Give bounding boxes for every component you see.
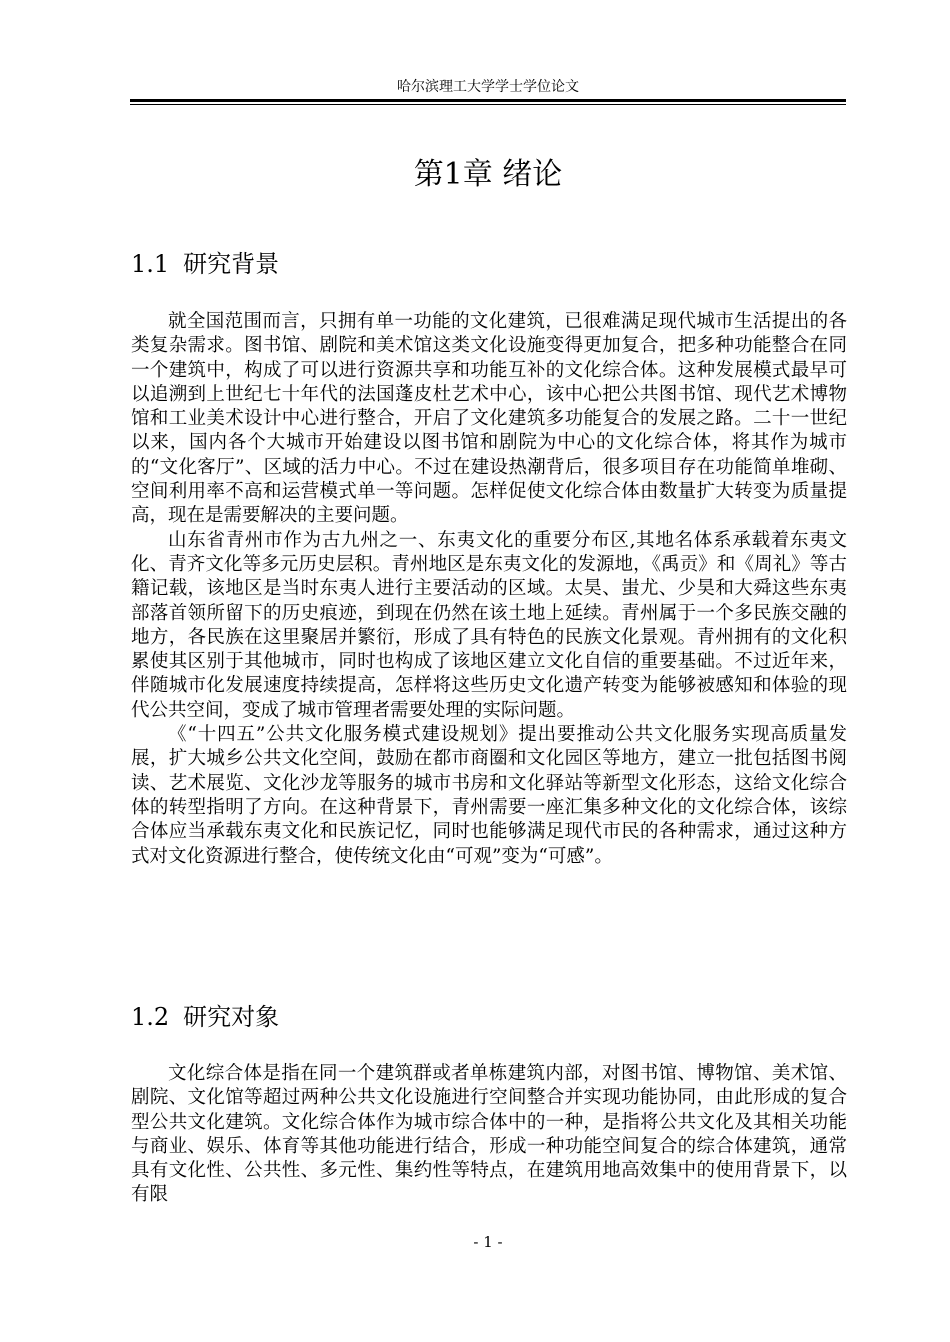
section-1-2-body [131,1062,847,1208]
section-heading-1-1 [131,248,279,280]
chapter-title: 第1章 绪论 [413,157,563,192]
section-number: 1.1 [131,250,170,278]
page-number: - 1 - [473,1233,503,1251]
paragraph: 《“十四五”公共文化服务模式建设规划》提出要推动公共文化服务实现高质量发展，扩大城乡公共文化空间，鼓励在都市商圈和文化园区等地方，建立一批包括图书阅读、艺术展览、文化沙龙等服务的城市书房和文化驿站等新型文化形态，这给文化综合体的转型指明了方向。在这种背景下，青州需要一座汇集多种文化的文化综合体，该综合体应当承载东夷文化和民族记忆，同时也能够满足现代市民的各种需求，通过这种方式对文化资源进行整合，使传统文化由“可观”变为“可感”。 [131,724,847,867]
section-heading-1-2 [131,1001,279,1033]
section-number: 1.2 [131,1003,170,1031]
section-title: 研究背景 [183,250,280,278]
paragraph: 文化综合体是指在同一个建筑群或者单栋建筑内部，对图书馆、博物馆、美术馆、剧院、文化馆等超过两种公共文化设施进行空间整合并实现功能协同，由此形成的复合型公共文化建筑。文化综合体作为城市综合体中的一种，是指将公共文化及其相关功能与商业、娱乐、体育等其他功能进行结合，形成一种功能空间复合的综合体建筑，通常具有文化性、公共性、多元性、集约性等特点，在建筑用地高效集中的使用背景下，以有限 [131,1063,847,1206]
paragraph: 就全国范围而言，只拥有单一功能的文化建筑，已很难满足现代城市生活提出的各类复杂需求。图书馆、剧院和美术馆这类文化设施变得更加复合，把多种功能整合在同一个建筑中，构成了可以进行资源共享和功能互补的文化综合体。这种发展模式最早可以追溯到上世纪七十年代的法国蓬皮杜艺术中心，该中心把公共图书馆、现代艺术博物馆和工业美术设计中心进行整合，开启了文化建筑多功能复合的发展之路。二十一世纪以来，国内各个大城市开始建设以图书馆和剧院为中心的文化综合体，将其作为城市的“文化客厅”、区域的活力中心。不过在建设热潮背后，很多项目存在功能简单堆砌、空间利用率不高和运营模式单一等问题。怎样促使文化综合体由数量扩大转变为质量提高，现在是需要解决的主要问题。 [131,311,847,527]
section-title: 研究对象 [183,1003,280,1031]
paragraph: 山东省青州市作为古九州之一、东夷文化的重要分布区,其地名体系承载着东夷文化、青齐文化等多元历史层积。青州地区是东夷文化的发源地，《禹贡》和《周礼》等古籍记载，该地区是当时东夷人进行主要活动的区域。太昊、蚩尤、少昊和大舜这些东夷部落首领所留下的历史痕迹，到现在仍然在该土地上延续。青州属于一个多民族交融的地方，各民族在这里聚居并繁衍，形成了具有特色的民族文化景观。青州拥有的文化积累使其区别于其他城市，同时也构成了该地区建立文化自信的重要基础。不过近年来，伴随城市化发展速度持续提高，怎样将这些历史文化遗产转变为能够被感知和体验的现代公共空间，变成了城市管理者需要处理的实际问题。 [131,529,847,721]
section-1-1-body [131,310,847,869]
header-rule [130,99,846,105]
running-header: 哈尔滨理工大学学士学位论文 [397,79,579,95]
